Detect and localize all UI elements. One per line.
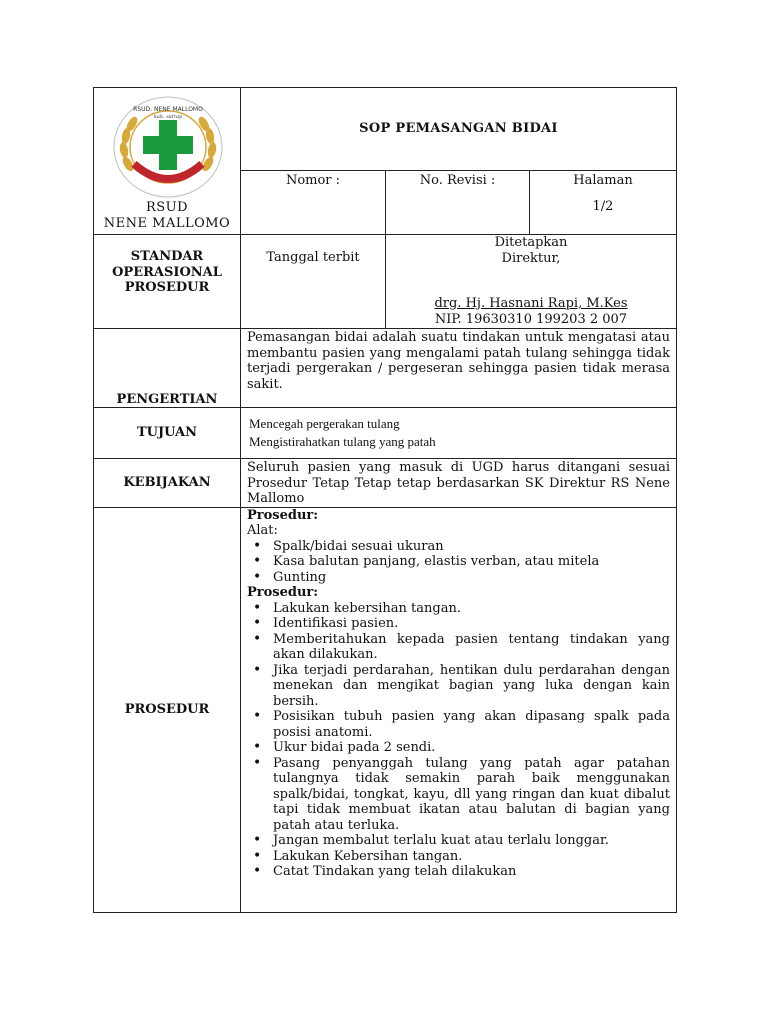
prosedur-step: • Lakukan Kebersihan tangan.: [273, 849, 670, 865]
title-cell: [241, 88, 677, 171]
kebijakan-label-cell: [94, 459, 241, 508]
pengertian-label-cell: [94, 329, 241, 408]
svg-text:RSUD. NENE MALLOMO: RSUD. NENE MALLOMO: [133, 106, 203, 113]
kebijakan-label: KEBIJAKAN: [123, 475, 211, 490]
nomor-label: Nomor :: [285, 173, 341, 188]
prosedur-step: • Pasang penyanggah tulang yang patah agar patahan tulangnya tidak semakin parah baik menggunakan spalk/bidai, tongkat, kayu, dll yang ringan dan kuat dibalut tapi tidak membuat ikatan atau balutan di bagian yang patah atau terluka.: [273, 756, 670, 834]
tujuan-cell: [241, 408, 677, 459]
pengertian-text: Pemasangan bidai adalah suatu tindakan untuk mengatasi atau membantu pasien yang mengalami patah tulang sehingga tidak terjadi pergerakan / pergeseran sehingga pasien tidak merasa sakit.: [241, 329, 677, 408]
revisi-label: No. Revisi :: [419, 173, 496, 188]
ditetapkan-cell: [386, 235, 677, 329]
halaman-label: Halaman: [573, 173, 633, 188]
halaman-cell: [530, 171, 677, 235]
prosedur-heading-1: Prosedur:: [247, 507, 319, 523]
prosedur-step: • Ukur bidai pada 2 sendi.: [273, 740, 670, 756]
doc-type-line2: OPERASIONAL: [112, 264, 222, 280]
prosedur-step: • Lakukan kebersihan tangan.: [273, 601, 670, 617]
prosedur-step: • Posisikan tubuh pasien yang akan dipasang spalk pada posisi anatomi.: [273, 709, 670, 740]
alat-label: Alat:: [247, 523, 278, 538]
prosedur-step: • Jangan membalut terlalu kuat atau terlalu longgar.: [273, 833, 670, 849]
prosedur-step: • Jika terjadi perdarahan, hentikan dulu perdarahan dengan menekan dan mengikat bagian yang luka dengan kain bersih.: [273, 663, 670, 710]
signer-name: drg. Hj. Hasnani Rapi, M.Kes: [434, 296, 628, 311]
alat-item: • Kasa balutan panjang, elastis verban, atau mitela: [273, 554, 670, 570]
prosedur-step: • Identifikasi pasien.: [273, 616, 670, 632]
alat-list: [247, 539, 670, 586]
tujuan-line2: Mengistirahatkan tulang yang patah: [249, 434, 436, 449]
tujuan-label-cell: [94, 408, 241, 459]
document-title: SOP PEMASANGAN BIDAI: [359, 121, 558, 137]
ditetapkan-line2: Direktur,: [501, 250, 561, 266]
tanggal-terbit-cell: [241, 235, 386, 329]
doc-type-line3: PROSEDUR: [124, 280, 210, 295]
prosedur-cell: [241, 507, 677, 912]
hospital-logo: [112, 94, 224, 200]
ditetapkan-line1: Ditetapkan: [494, 235, 568, 250]
revisi-cell: [386, 171, 530, 235]
prosedur-label-cell: [94, 507, 241, 912]
svg-text:kab. sidrap: kab. sidrap: [153, 114, 183, 120]
signer-nip: NIP. 19630310 199203 2 007: [434, 311, 628, 327]
doc-type-line1: STANDAR: [130, 249, 204, 264]
halaman-value: 1/2: [592, 198, 614, 214]
doc-type-cell: [94, 235, 241, 329]
kebijakan-text: Seluruh pasien yang masuk di UGD harus ditangani sesuai Prosedur Tetap Tetap tetap berdasarkan SK Direktur RS Nene Mallomo: [241, 459, 677, 508]
sop-table: [93, 87, 677, 913]
pengertian-label: PENGERTIAN: [116, 391, 218, 407]
hospital-name: [94, 200, 240, 232]
alat-item: • Spalk/bidai sesuai ukuran: [273, 539, 670, 555]
alat-item: • Gunting: [273, 570, 670, 586]
prosedur-steps-list: [247, 601, 670, 880]
nomor-cell: [241, 171, 386, 235]
tujuan-label: TUJUAN: [136, 425, 198, 441]
prosedur-step: • Catat Tindakan yang telah dilakukan: [273, 864, 670, 880]
prosedur-label: PROSEDUR: [124, 701, 210, 717]
prosedur-step: • Memberitahukan kepada pasien tentang tindakan yang akan dilakukan.: [273, 632, 670, 663]
prosedur-heading-2: Prosedur:: [247, 585, 319, 600]
hospital-name-line2: NENE MALLOMO: [103, 216, 231, 231]
hospital-logo-icon: [112, 94, 224, 200]
tujuan-line1: Mencegah pergerakan tulang: [249, 416, 400, 431]
logo-cell: [94, 88, 241, 235]
hospital-name-line1: RSUD: [145, 200, 189, 215]
tanggal-terbit-label: Tanggal terbit: [266, 250, 360, 265]
